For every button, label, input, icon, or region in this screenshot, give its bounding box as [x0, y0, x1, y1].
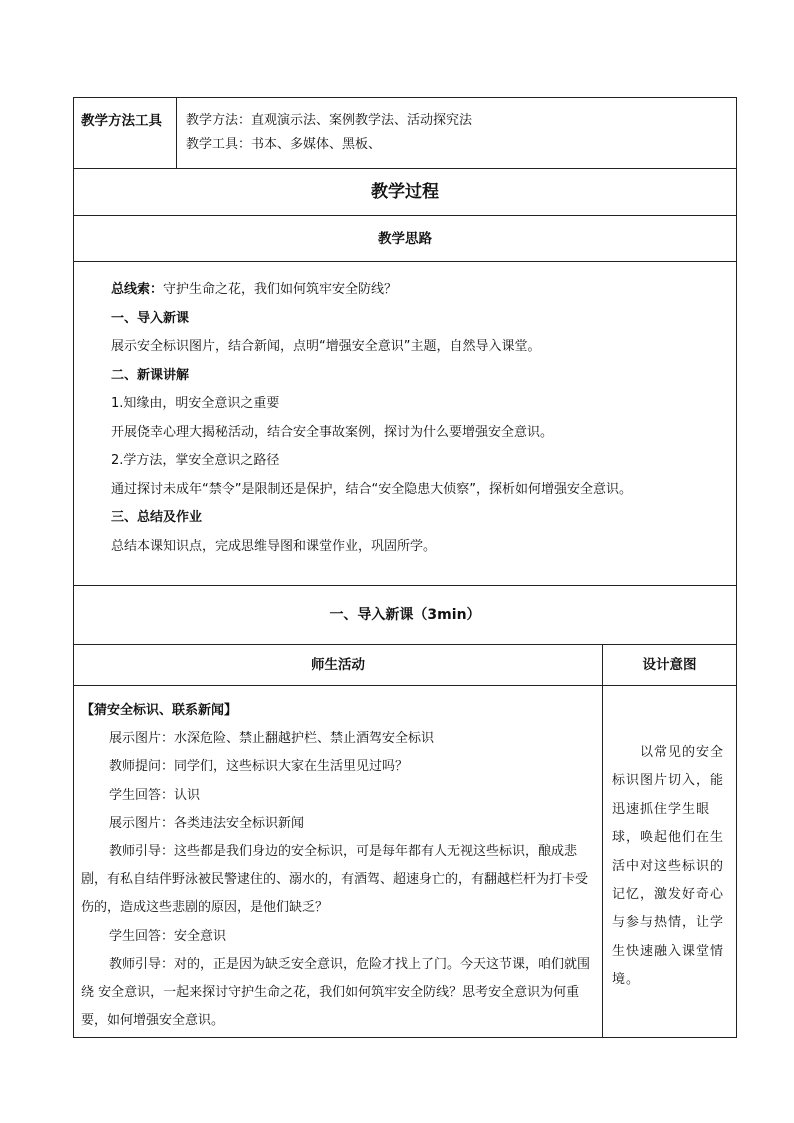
intent-text: 以常见的安全标识图片切入，能迅速抓住学生眼球，唤起他们在生活中对这些标识的记忆，激发好奇心与参与热情，让学生快速融入课堂情境。 — [612, 745, 725, 988]
activity-cell — [74, 686, 603, 1037]
col-intent-header: 设计意图 — [642, 657, 697, 673]
clue-line — [83, 276, 730, 305]
s2-p1-title: 1.知缘由，明安全意识之重要 — [111, 396, 280, 411]
intent-cell — [603, 686, 736, 1037]
method-line: 教学方法：直观演示法、案例教学法、活动探究法 — [186, 113, 473, 128]
methods-content — [177, 98, 736, 168]
s3-text: 总结本课知识点，完成思维导图和课堂作业，巩固所学。 — [111, 538, 437, 554]
s2-p2-title: 2.学方法，掌安全意识之路径 — [111, 453, 280, 468]
activity-line: 学生回答：安全意识 — [109, 928, 227, 944]
s2-p1-text: 开展侥幸心理大揭秘活动，结合安全事故案例，探讨为什么要增强安全意识。 — [111, 424, 554, 440]
process-title: 教学过程 — [73, 169, 737, 216]
section1-title: 一、导入新课（3min） — [73, 586, 737, 645]
activity-line: 展示图片：水深危险、禁止翻越护栏、禁止酒驾安全标识 — [109, 731, 435, 747]
s2-p2-text: 通过探讨未成年“禁令”是限制还是保护，结合“安全隐患大侦察”，探析如何增强安全意识。 — [111, 481, 632, 497]
activity-line: 教师引导：这些都是我们身边的安全标识，可是每年都有人无视这些标识，酿成悲剧，有私自结伴野泳被民警逮住的、溺水的，有酒驾、超速身亡的，有翻越栏杆为打卡受伤的，造成这些悲剧的原因，是他们缺乏？ — [81, 844, 589, 916]
section1-body-row — [73, 686, 737, 1038]
methods-row — [73, 97, 737, 169]
s2-title: 二、新课讲解 — [111, 367, 190, 383]
methods-label: 教学方法工具 — [74, 98, 177, 168]
lesson-plan-table — [73, 97, 737, 1038]
outline-cell — [73, 262, 737, 586]
clue-label: 总线索： — [111, 282, 164, 297]
thinking-title: 教学思路 — [73, 216, 737, 262]
s3-title: 三、总结及作业 — [111, 510, 203, 525]
col-activity-header: 师生活动 — [74, 645, 603, 685]
s1-title: 一、导入新课 — [111, 310, 190, 326]
activity-line: 学生回答：认识 — [109, 787, 201, 803]
activity-line: 教师引导：对的，正是因为缺乏安全意识，危险才找上了门。今天这节课，咱们就围绕 安全意识，一起来探讨守护生命之花，我们如何筑牢安全防线？思考安全意识为何重要，如何增强安全意识。 — [81, 956, 591, 1029]
activity-line: 教师提问：同学们，这些标识大家在生活里见过吗？ — [109, 759, 409, 775]
clue-text: 守护生命之花，我们如何筑牢安全防线？ — [163, 282, 398, 297]
s1-text: 展示安全标识图片，结合新闻，点明“增强安全意识”主题，自然导入课堂。 — [111, 339, 541, 354]
activity-head: 【猜安全标识、联系新闻】 — [81, 703, 238, 718]
column-header-row — [73, 645, 737, 686]
activity-line: 展示图片：各类违法安全标识新闻 — [109, 815, 305, 831]
tool-line: 教学工具：书本、多媒体、黑板、 — [186, 137, 382, 152]
